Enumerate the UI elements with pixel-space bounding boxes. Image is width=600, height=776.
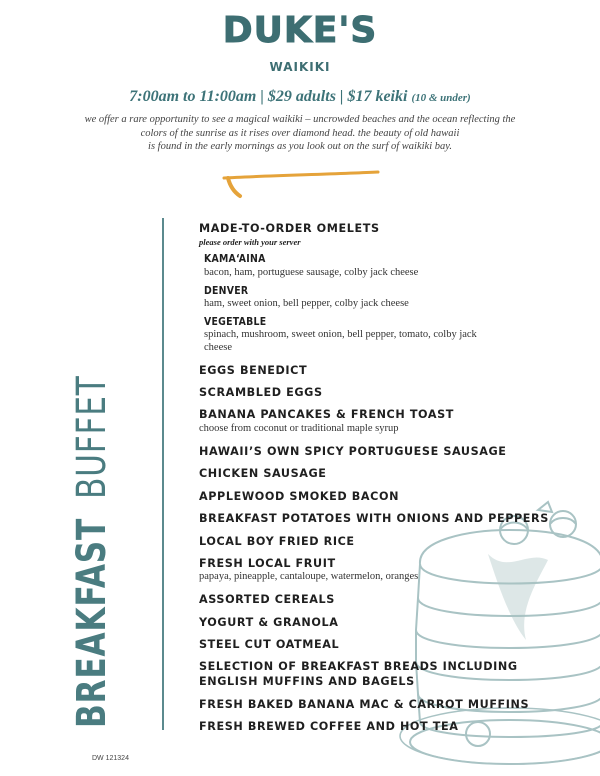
omelet-option: DENVER xyxy=(204,284,249,297)
menu-item: APPLEWOOD SMOKED BACON xyxy=(199,490,400,503)
document-code: DW 121324 xyxy=(92,755,129,762)
menu-item: HAWAII’S OWN SPICY PORTUGUESE SAUSAGE xyxy=(199,445,507,458)
divider-line xyxy=(162,218,164,730)
omelet-note: please order with your server xyxy=(199,237,301,247)
omelet-option-desc: spinach, mushroom, sweet onion, bell pepper, tomato, colby jack cheese xyxy=(204,329,477,353)
hours-main: 7:00am to 11:00am | $29 adults | $17 keiki xyxy=(129,88,408,105)
menu-item: SELECTION OF BREAKFAST BREADS INCLUDING xyxy=(199,660,518,673)
menu-item: FRESH BREWED COFFEE AND HOT TEA xyxy=(199,720,459,733)
menu-item: BREAKFAST POTATOES WITH ONIONS AND PEPPERS xyxy=(199,512,549,525)
logo-location: WAIKIKI xyxy=(269,60,331,74)
menu-item: EGGS BENEDICT xyxy=(199,364,308,377)
menu-item-desc: choose from coconut or traditional maple syrup xyxy=(199,423,399,434)
menu-item: CHICKEN SAUSAGE xyxy=(199,467,327,480)
menu-item: FRESH LOCAL FRUIT xyxy=(199,557,336,570)
omelet-option-desc: bacon, ham, portuguese sausage, colby jack cheese xyxy=(204,267,419,278)
omelet-option-desc: ham, sweet onion, bell pepper, colby jack cheese xyxy=(204,298,409,309)
intro-text xyxy=(70,113,530,154)
omelet-option: KAMA‘AINA xyxy=(204,252,266,265)
intro-line: is found in the early mornings as you look out on the surf of waikiki bay. xyxy=(148,141,452,152)
menu-item: ENGLISH MUFFINS AND BAGELS xyxy=(199,675,415,688)
surfboard-divider-icon xyxy=(218,168,384,202)
menu-item: YOGURT & GRANOLA xyxy=(199,616,339,629)
breakfast-buffet-title xyxy=(62,340,122,728)
menu-item: FRESH BAKED BANANA MAC & CARROT MUFFINS xyxy=(199,698,530,711)
menu-item: ASSORTED CEREALS xyxy=(199,593,335,606)
intro-line: we offer a rare opportunity to see a magical waikiki – uncrowded beaches and the ocean reflecting the xyxy=(84,114,516,125)
hours-pricing xyxy=(0,88,600,106)
omelet-option: VEGETABLE xyxy=(204,315,267,328)
logo: DUKE'S xyxy=(222,10,378,51)
menu-item: LOCAL BOY FRIED RICE xyxy=(199,535,355,548)
menu-item-omelets: MADE-TO-ORDER OMELETS xyxy=(199,222,380,235)
menu-item: BANANA PANCAKES & FRENCH TOAST xyxy=(199,408,455,421)
title-breakfast: BREAKFAST xyxy=(69,517,115,728)
menu-item-desc: papaya, pineapple, cantaloupe, watermelon, oranges xyxy=(199,571,419,582)
menu-item: STEEL CUT OATMEAL xyxy=(199,638,340,651)
title-buffet: BUFFET xyxy=(69,375,115,499)
keiki-age-note: (10 & under) xyxy=(411,92,471,104)
intro-line: colors of the sunrise as it rises over diamond head. the beauty of old hawaii xyxy=(140,127,460,139)
pancake-stack-icon xyxy=(398,490,600,776)
menu-item: SCRAMBLED EGGS xyxy=(199,386,323,399)
